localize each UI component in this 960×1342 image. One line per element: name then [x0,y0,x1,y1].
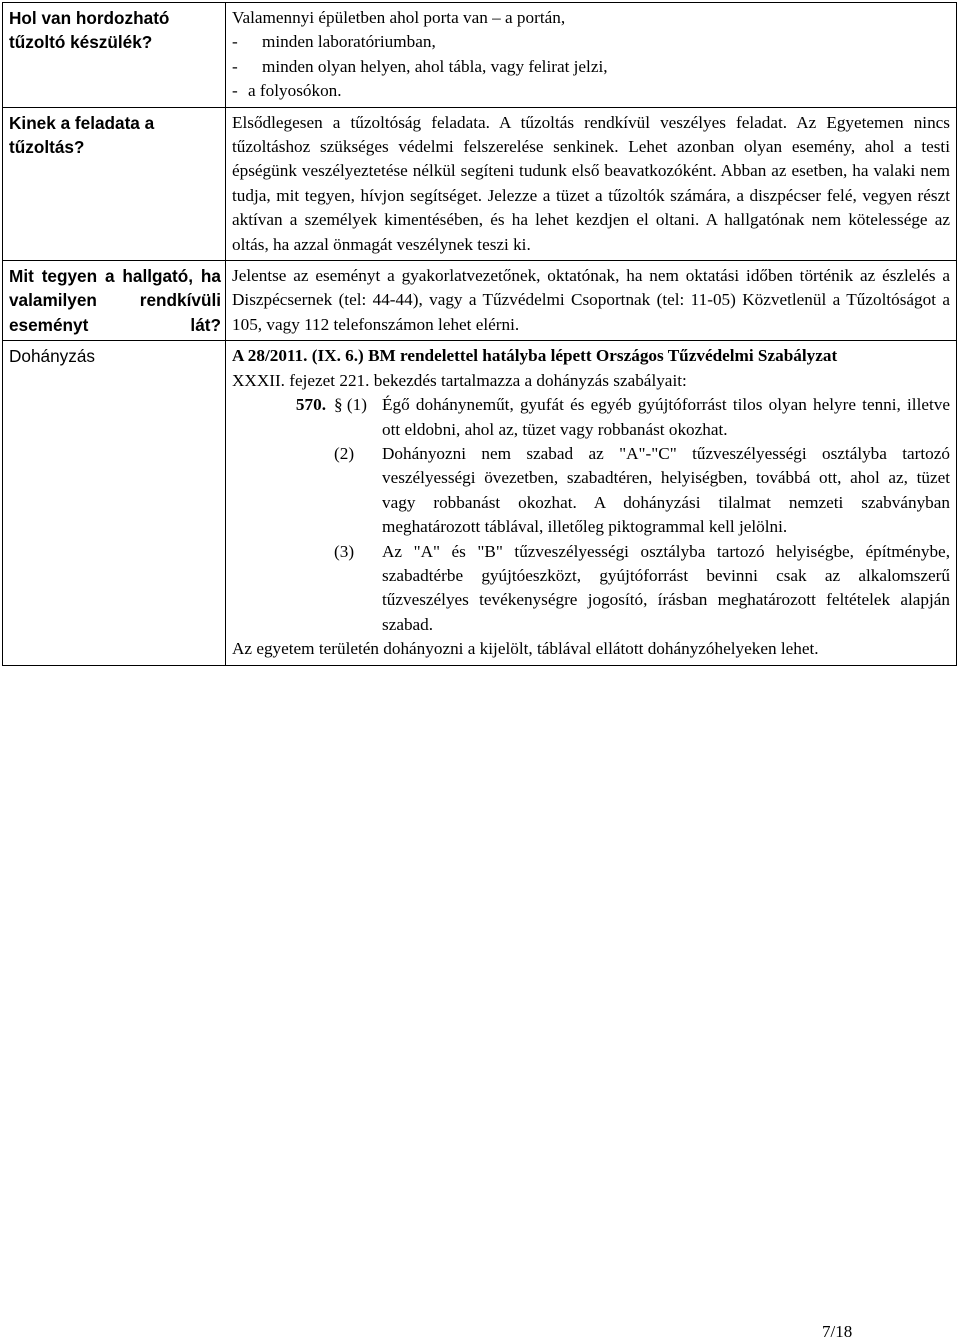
section-number: 570. [295,395,326,415]
closing-text: Az egyetem területén dohányozni a kijelölt, táblával ellátott dohányzóhelyeken lehet. [232,639,819,659]
regulation-title: A 28/2011. (IX. 6.) BM rendelettel hatályba lépett Országos Tűzvédelmi Szabályzat [232,346,838,366]
list-item [334,442,950,540]
question-text: Hol van hordozható tűzoltó készülék? [9,8,170,53]
list-item: - a folyosókon. [232,81,342,101]
answer-cell [226,341,957,665]
regulation-section [232,393,950,637]
question-cell [3,261,226,341]
table-row [3,341,957,665]
question-text: Kinek a feladata a tűzoltás? [9,112,155,158]
table-row [3,261,957,341]
answer-cell [226,3,957,108]
answer-text: Elsődlegesen a tűzoltóság feladata. A tűzoltás rendkívül veszélyes feladat. Az Egyetemen nincs tűzoltáshoz szükséges védelmi felszerelése senkinek. Lehet azonban olyan esemény, ahol a testi épségünk veszélyeztetése nélkül segíteni tudunk első beavatkozóként. Abban az esetben, ha valaki nem tudja, mit tegyen, hívjon segítséget. Jelezze a tüzet a tűzoltók számára, a diszpécser felé, vegyen részt aktívan a személyek kimentésében, és ha lehet kezdjen el oltani. A hallgatónak nem kötelessége az oltás, ha azzal önmagát veszélynek teszi ki. [232,112,950,254]
item-number: (2) [334,443,355,463]
item-text: Dohányozni nem szabad az "A"-"C" tűzveszélyességi osztályba tartozó veszélyességi övezetben, szabadtéren, helyiségben, továbbá ott, ahol az, tüzet vagy robbanást okozhat. A dohányzási tilalmat nemzeti szabványban meghatározott táblával, illetőleg piktogrammal kell jelölni. [382,443,950,537]
list-item: - minden olyan helyen, ahol tábla, vagy felirat jelzi, [232,56,608,76]
item-number: § (1) [334,395,367,415]
question-cell [3,107,226,260]
page-number: 7/18 [822,1322,853,1341]
answer-cell [226,107,957,260]
regulation-subtitle: XXXII. fejezet 221. bekezdés tartalmazza a dohányzás szabályait: [232,370,687,390]
answer-cell [226,261,957,341]
list-item [334,393,950,442]
list-item: - minden laboratóriumban, [232,32,436,52]
table-row [3,107,957,260]
list-item-text: a folyosókon. [248,81,342,101]
info-table [2,2,957,666]
table-row [3,3,957,108]
item-text: Az "A" és "B" tűzveszélyességi osztályba tartozó helyiségbe, építménybe, szabadtérbe gyújtóeszközt, gyújtóforrást bevinni csak az alkalomszerű tűzveszélyes tevékenységre jogosító, írásban meghatározott feltételek alapján szabad. [382,541,950,634]
section-body [334,393,950,637]
list-item [334,540,950,638]
list-item-text: minden laboratóriumban, [262,32,436,52]
item-text: Égő dohányneműt, gyufát és egyéb gyújtóforrást tilos olyan helyre tenni, illetve ott eldobni, ahol az, tüzet vagy robbanást okozhat. [382,395,950,439]
question-cell [3,341,226,665]
question-text: Dohányzás [9,346,95,367]
list-item-text: minden olyan helyen, ahol tábla, vagy felirat jelzi, [262,56,608,76]
answer-text: Jelentse az eseményt a gyakorlatvezetőnek, oktatónak, ha nem oktatási időben történik az észlelés a Diszpécsernek (tel: 44-44), vagy a Tűzvédelmi Csoportnak (tel: 11-05) Közvetlenül a Tűzoltóságot a 105, vagy 112 telefonszámon lehet elérni. [232,266,950,334]
question-cell [3,3,226,108]
answer-line: Valamennyi épületben ahol porta van – a portán, [232,8,566,27]
item-number: (3) [334,541,355,561]
question-text: Mit tegyen a hallgató, ha valamilyen rendkívüli eseményt lát? [9,266,221,335]
